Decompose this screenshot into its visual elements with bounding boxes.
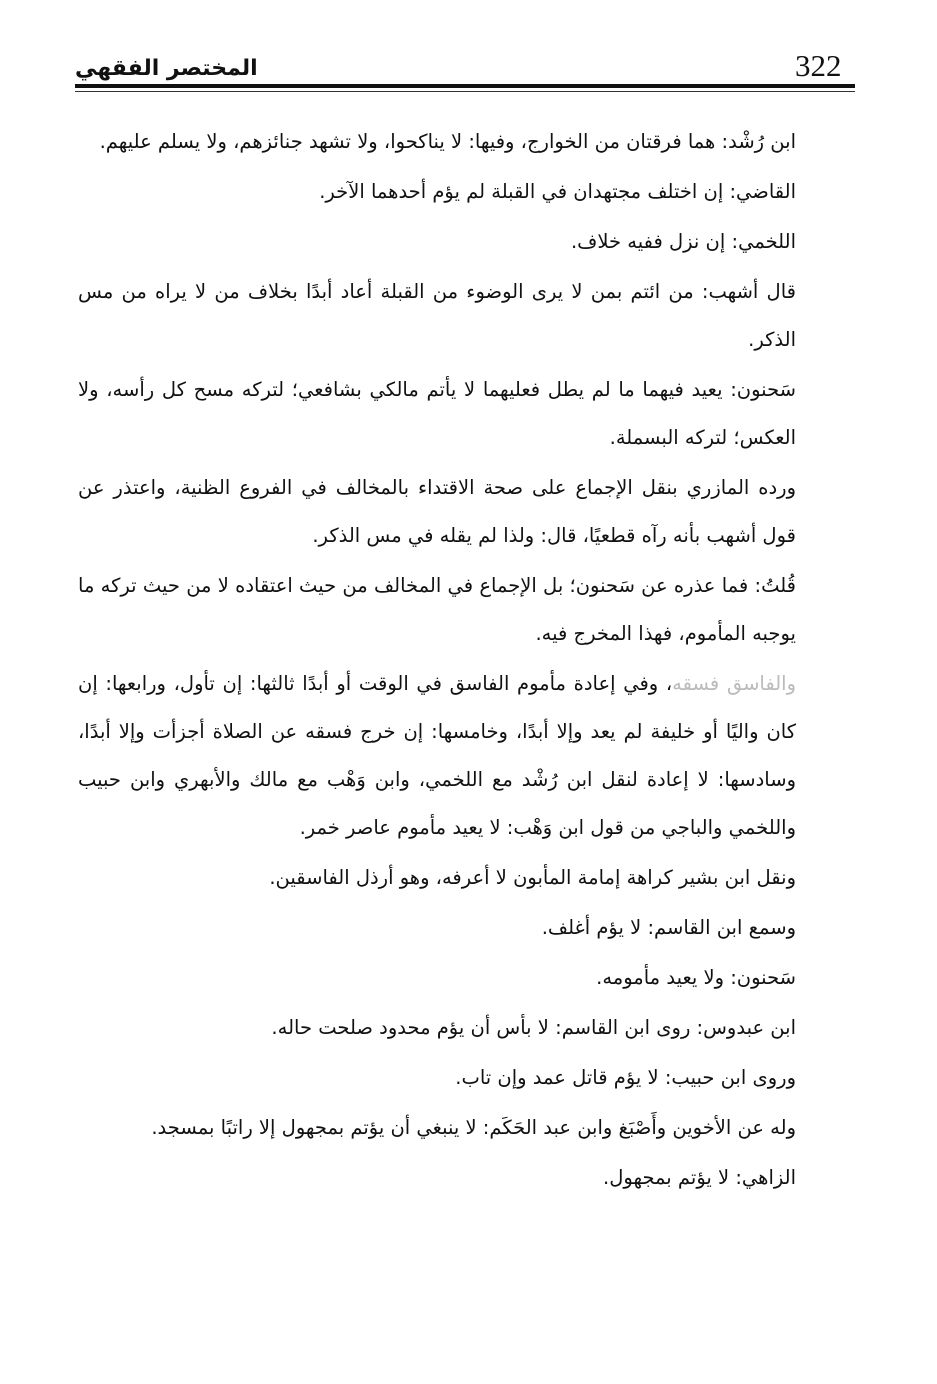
- faded-text: والفاسق فسقه: [672, 672, 797, 695]
- paragraph: الزاهي: لا يؤتم بمجهول.: [603, 1166, 796, 1189]
- header-rule-thin: [75, 91, 855, 92]
- paragraph: القاضي: إن اختلف مجتهدان في القبلة لم يؤم أحدهما الآخر.: [319, 180, 796, 203]
- paragraph: ورده المازري بنقل الإجماع على صحة الاقتداء بالمخالف في الفروع الظنية، واعتذر عن قول أشهب بأنه رآه قطعيًا، قال: ولذا لم يقله في مس الذكر.: [78, 476, 796, 547]
- paragraph: وله عن الأخوين وأَصْبَغ وابن عبد الحَكَم: لا ينبغي أن يؤتم بمجهول إلا راتبًا بمسجد.: [151, 1116, 796, 1139]
- paragraph: اللخمي: إن نزل ففيه خلاف.: [570, 230, 796, 253]
- paragraph: سَحنون: يعيد فيهما ما لم يطل فعليهما لا يأتم مالكي بشافعي؛ لتركه مسح كل رأسه، ولا العكس؛ لتركه البسملة.: [78, 378, 796, 449]
- paragraph: ابن رُشْد: هما فرقتان من الخوارج، وفيها: لا يناكحوا، ولا تشهد جنائزهم، ولا يسلم عليهم.: [99, 130, 796, 153]
- page-number: 322: [795, 48, 842, 83]
- page-body: [78, 118, 848, 1204]
- paragraph-with-faded-prefix: والفاسق فسقه، وفي إعادة مأموم الفاسق في الوقت أو أبدًا ثالثها: إن تأول، ورابعها: إن كان واليًا أو خليفة لم يعد وإلا أبدًا، وخامسها: إن خرج فسقه عن الصلاة أجزأت وإلا أبدًا، وسادسها: لا إعادة لنقل ابن رُشْد مع اللخمي، وابن وَهْب مع مالك والأبهري وابن حبيب واللخمي والباجي من قول ابن وَهْب: لا يعيد مأموم عاصر خمر.: [78, 672, 797, 839]
- page-header: [75, 42, 855, 98]
- paragraph: سَحنون: ولا يعيد مأمومه.: [596, 966, 796, 989]
- paragraph: ونقل ابن بشير كراهة إمامة المأبون لا أعرفه، وهو أرذل الفاسقين.: [269, 866, 796, 889]
- paragraph: ابن عبدوس: روى ابن القاسم: لا بأس أن يؤم محدود صلحت حاله.: [271, 1016, 796, 1039]
- header-rule: [75, 84, 855, 88]
- paragraph: قُلتُ: فما عذره عن سَحنون؛ بل الإجماع في المخالف من حيث اعتقاده لا من حيث تركه ما يوجبه المأموم، فهذا المخرج فيه.: [78, 574, 796, 645]
- paragraph: وسمع ابن القاسم: لا يؤم أغلف.: [541, 916, 796, 939]
- paragraph-text: وفي إعادة مأموم الفاسق في الوقت أو أبدًا ثالثها: إن تأول، ورابعها: إن كان واليًا أو خليفة لم يعد وإلا أبدًا، وخامسها: إن خرج فسقه عن الصلاة أجزأت وإلا أبدًا، وسادسها: لا إعادة لنقل ابن رُشْد مع اللخمي، وابن وَهْب مع مالك والأبهري وابن حبيب واللخمي والباجي من قول ابن وَهْب: لا يعيد مأموم عاصر خمر.: [78, 672, 796, 839]
- paragraph: قال أشهب: من ائتم بمن لا يرى الوضوء من القبلة أعاد أبدًا بخلاف من لا يراه من مس الذكر.: [78, 280, 796, 351]
- paragraph: وروى ابن حبيب: لا يؤم قاتل عمد وإن تاب.: [455, 1066, 796, 1089]
- book-title: المختصر الفقهي: [75, 56, 258, 81]
